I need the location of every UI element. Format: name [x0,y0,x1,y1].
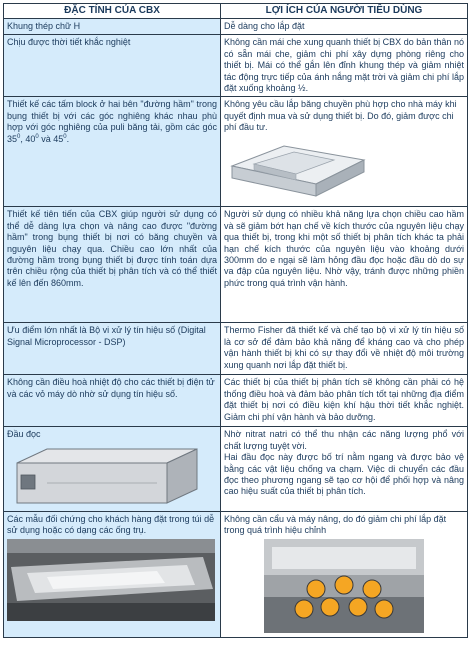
tunnel-block-illustration [224,136,374,200]
benefit-cell [221,511,468,637]
degree-sup: 0 [35,133,39,140]
benefit-cell: Các thiết bị của thiết bị phân tích sẽ không cần phải có hệ thống điều hoà và đảm bảo phân tích tốt tại những địa điểm đặt thiết bị nơi có điều kiện khí hậu thời tiết khắc nghiệt. Giảm chi phí vận hành và bảo dưỡng. [221,375,468,427]
benefit-cell: Người sử dụng có nhiều khả năng lựa chọn chiều cao hầm và sẽ giảm bớt hạn chế về kích thước của nguyên liệu chạy qua thiết bị, trong khi một số thiết bị phân tích khác ta phải hạn chế kích thước của nguyên liệu vào khoảng dưới 300mm do e ngại sẽ làm hỏng đầu đọc hoặc đầu dò do sự va đập của nguyên liệu. Nhờ vậy, tránh được những phiền phức trong quá trình vận hành. [221,207,468,323]
feature-cell [4,511,221,637]
benefit-cell: Nhờ nitrat natri có thể thu nhận các năng lượng phổ với chất lượng tuyệt vời. Hai đầu đọc này được bố trí nằm ngang và được bảo vệ bằng các vật liệu chống va chạm. Việc di chuyển các đầu đọc theo phương ngang sẽ tạo cơ hội để phối hợp và nâng cao hiệu suất của thiết bị phân tích. [221,427,468,511]
table-row [4,19,468,35]
feature-text: Các mẫu đối chứng cho khách hàng đặt trong túi dễ sử dụng hoặc có dạng các ống trụ. [7,513,215,536]
table-row [4,427,468,511]
benefit-text: Không yêu cầu lắp băng chuyền phù hợp cho nhà máy khi quyết định mua và sử dụng thiết bị. Do đó, giảm được chi phí đầu tư. [224,99,457,133]
benefit-cell [221,97,468,207]
table-row [4,375,468,427]
degree-sup: 0 [63,133,67,140]
benefit-cell: Không cần mái che xung quanh thiết bị CBX do bản thân nó có sẵn mái che, giảm chi phí xây dựng phòng riêng cho thiết bị. Mái có thể gắn lên đỉnh khung thép và giảm nhiệt tác động trực tiếp của ánh nắng mặt trời và giảm chi phí lắp đặt xuống khoảng ½. [221,35,468,97]
table-row [4,35,468,97]
header-benefits: LỢI ÍCH CỦA NGƯỜI TIÊU DÙNG [221,4,468,19]
feature-benefit-table [3,3,468,638]
feature-cell [4,427,221,511]
benefit-text: Không cần cẩu và máy nâng, do đó giảm chi phí lắp đặt trong quá trình hiệu chỉnh [224,513,447,536]
feature-cell: Ưu điểm lớn nhất là Bộ vi xử lý tín hiệu số (Digital Signal Microprocessor - DSP) [4,323,221,375]
detector-housing-illustration [7,443,207,509]
table-header-row [4,4,468,19]
feature-cell: Không cần điều hoà nhiệt độ cho các thiết bị điện tử và các vỏ máy dò nhờ sử dụng tín hiệu số. [4,375,221,427]
table-row [4,97,468,207]
feature-cell: Khung thép chữ H [4,19,221,35]
benefit-cell: Thermo Fisher đã thiết kế và chế tạo bộ vi xử lý tín hiệu số là cơ sở để đảm bảo khả năng để kháng cao và cho phép vận hành thiết bị khi có sự thay đổi về nhiệt độ môi trường xung quanh nơi lắp đặt thiết bị. [221,323,468,375]
feature-text: Đầu đọc [7,429,41,440]
table-row [4,207,468,323]
feature-text: , 40 [20,133,36,144]
benefit-cell: Dễ dàng cho lắp đặt [221,19,468,35]
degree-sup: 0 [17,133,21,140]
feature-cell: Chịu được thời tiết khắc nghiệt [4,35,221,97]
feature-cell: Thiết kế tiên tiến của CBX giúp người sử dụng có thể dễ dàng lựa chọn và nâng cao được "đường hầm" trong bụng thiết bị nơi có băng chuyền và nguyên liệu chạy qua. Chiều cao lớn nhất của đường hầm trong bụng thiết bị được tính toán dựa trên chiều rộng của thiết bị phân tích và có thể thiết kế lên đến 860mm. [4,207,221,323]
feature-text: Thiết kế các tấm block ở hai bên "đường hầm" trong bụng thiết bị với các góc nghiêng khác nhau phù hợp với góc nghiêng của puli băng tải, gồm các góc 35 [7,99,217,144]
detector-array-photo [264,539,424,633]
feature-text: . [66,133,70,144]
feature-cell [4,97,221,207]
table-row [4,511,468,637]
feature-text: và 45 [38,133,64,144]
header-features: ĐẶC TÍNH CỦA CBX [4,4,221,19]
table-row [4,323,468,375]
reference-sample-photo [7,539,215,621]
